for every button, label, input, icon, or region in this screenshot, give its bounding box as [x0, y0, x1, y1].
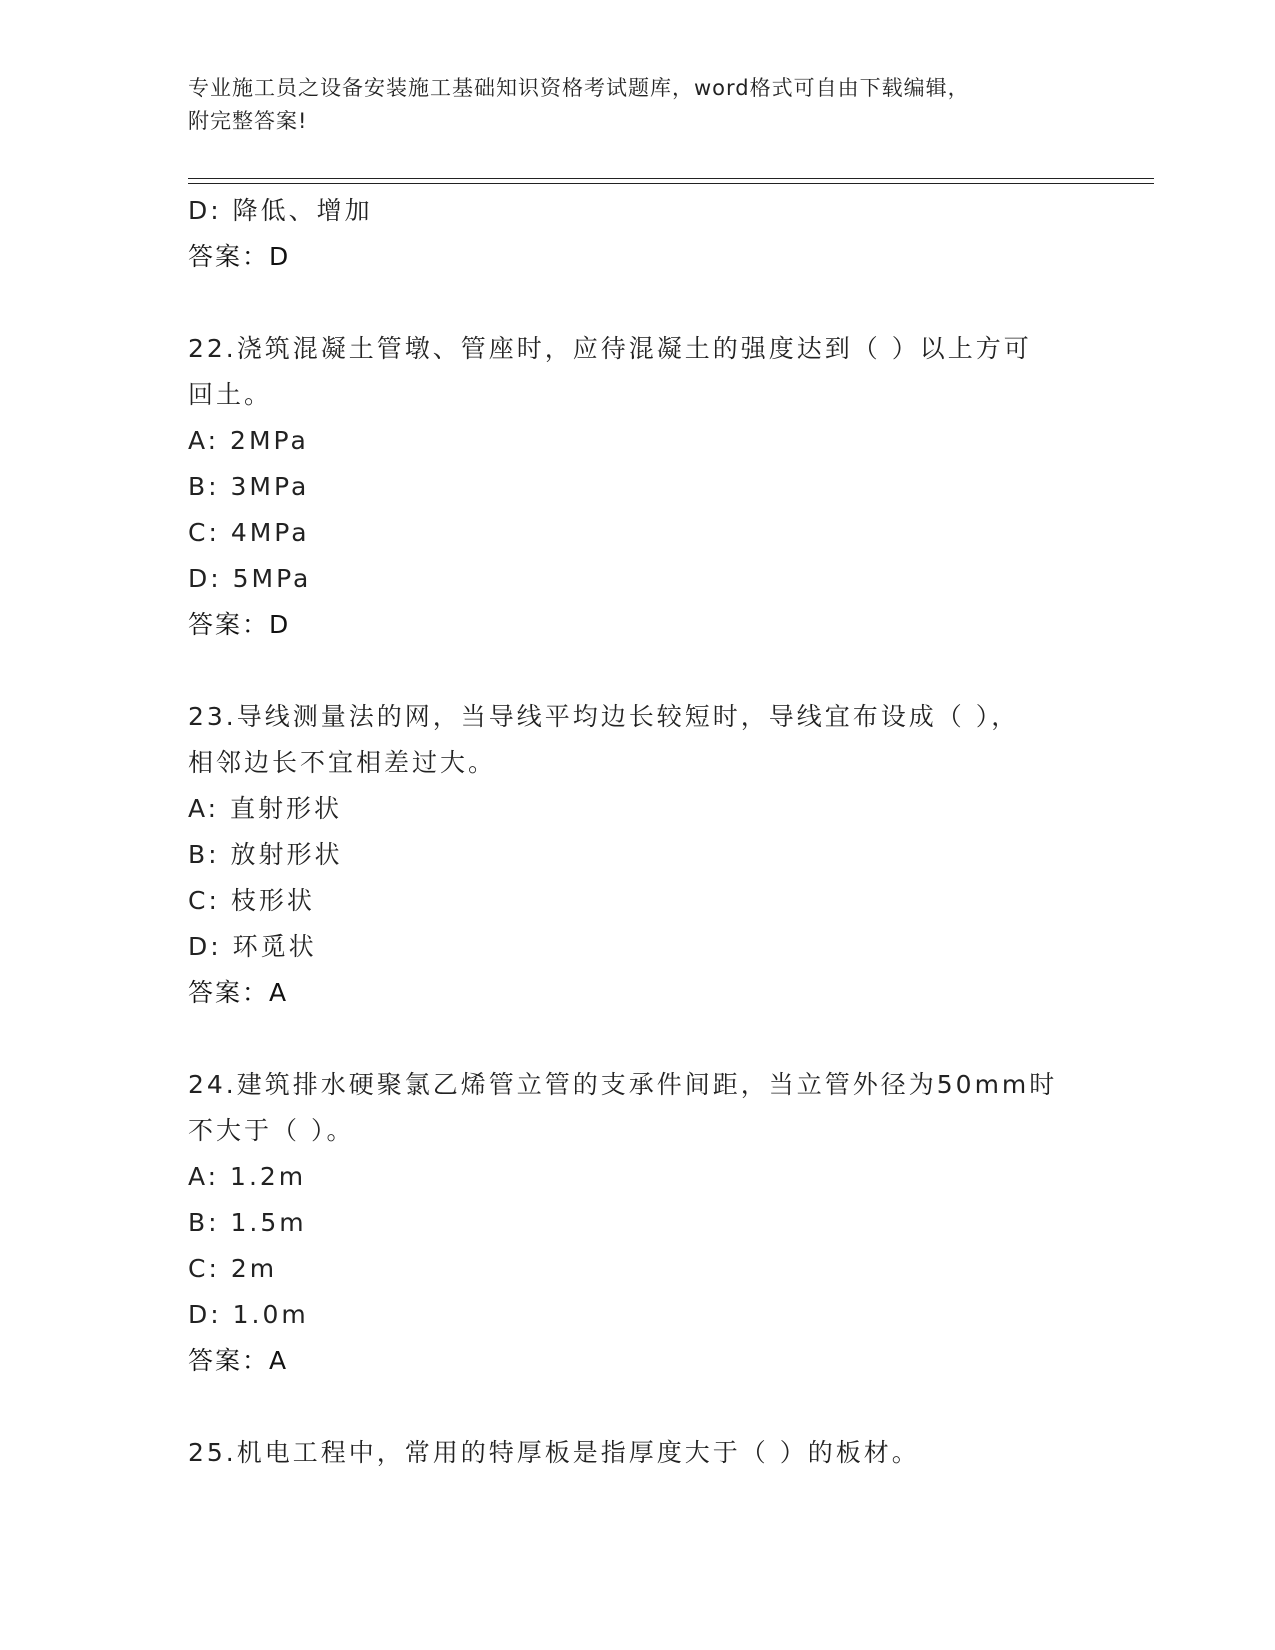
question-text-line-2: 相邻边长不宜相差过大。: [188, 748, 497, 777]
header-line-1: 专业施工员之设备安装施工基础知识资格考试题库，word格式可自由下载编辑，: [188, 76, 970, 100]
option-d: D: 1.0m: [188, 1300, 309, 1329]
question-content: [188, 188, 1088, 1476]
answer-line: 答案：D: [188, 242, 291, 271]
option-a: A: 2MPa: [188, 426, 309, 455]
question-text-line-1: 23.导线测量法的网，当导线平均边长较短时，导线宜布设成（ ），: [188, 702, 1020, 731]
option-d: D: 5MPa: [188, 564, 312, 593]
question-25: [188, 1430, 1088, 1476]
header-divider-top: [188, 178, 1154, 179]
question-text-line-1: 24.建筑排水硬聚氯乙烯管立管的支承件间距，当立管外径为50mm时: [188, 1070, 1058, 1099]
answer-line: 答案：D: [188, 610, 291, 639]
option-d: D: 环觅状: [188, 932, 317, 961]
option-a: A: 1.2m: [188, 1162, 307, 1191]
question-text-line-1: 25.机电工程中，常用的特厚板是指厚度大于（ ）的板材。: [188, 1438, 920, 1467]
option-c: C: 2m: [188, 1254, 278, 1283]
option-c: C: 枝形状: [188, 886, 315, 915]
answer-line: 答案：A: [188, 1346, 289, 1375]
spacer: [188, 1384, 1088, 1430]
question-text-line-2: 不大于（ ）。: [188, 1116, 355, 1145]
question-22: [188, 326, 1088, 648]
question-23: [188, 694, 1088, 1016]
question-text-line-2: 回土。: [188, 380, 273, 409]
question-text-line-1: 22.浇筑混凝土管墩、管座时，应待混凝土的强度达到（ ）以上方可: [188, 334, 1032, 363]
option-c: C: 4MPa: [188, 518, 310, 547]
answer-line: 答案：A: [188, 978, 289, 1007]
previous-question-tail: [188, 188, 1088, 280]
header-line-2: 附完整答案!: [188, 109, 308, 133]
option-d: D: 降低、增加: [188, 196, 373, 225]
spacer: [188, 1016, 1088, 1062]
option-b: B: 放射形状: [188, 840, 343, 869]
spacer: [188, 648, 1088, 694]
option-a: A: 直射形状: [188, 794, 343, 823]
spacer: [188, 280, 1088, 326]
option-b: B: 3MPa: [188, 472, 310, 501]
document-header: [188, 72, 1068, 138]
question-24: [188, 1062, 1088, 1384]
option-b: B: 1.5m: [188, 1208, 307, 1237]
header-divider-bottom: [188, 183, 1154, 184]
